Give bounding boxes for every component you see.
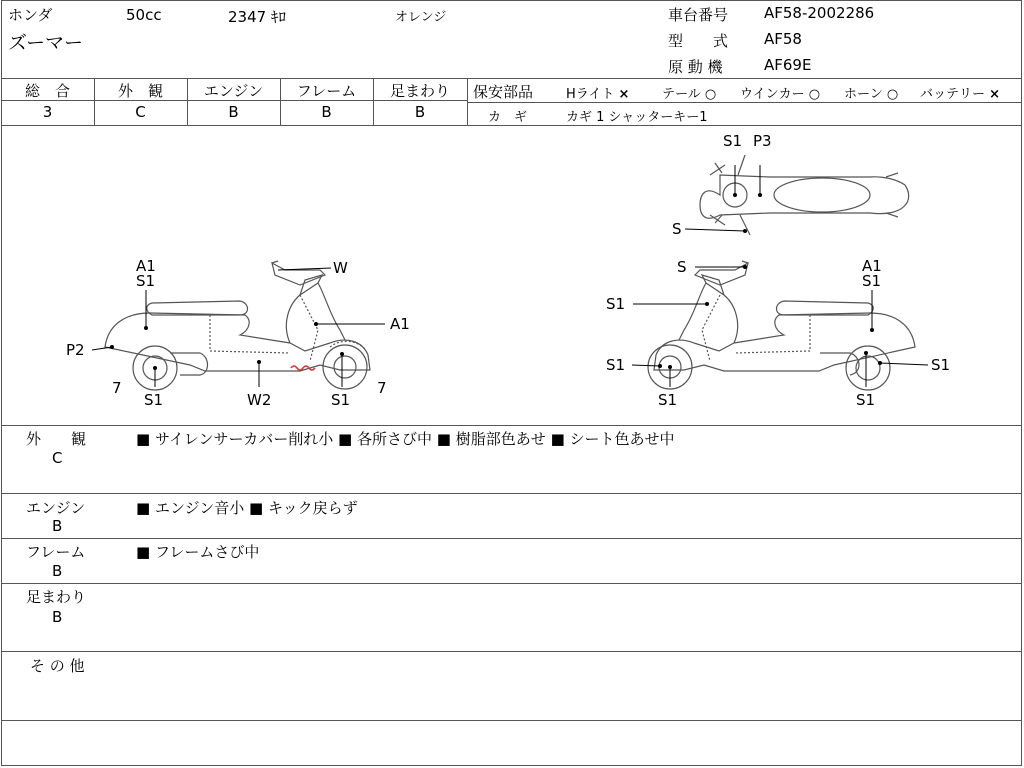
damage-label: P2 bbox=[66, 341, 85, 359]
damage-label: S1 bbox=[606, 295, 626, 313]
frame-no-value: AF58-2002286 bbox=[764, 4, 875, 22]
type-label: 型 式 bbox=[668, 32, 729, 50]
safety-title: 保安部品 bbox=[473, 83, 534, 101]
divider bbox=[467, 102, 1022, 103]
remark-notes-engine: ■ エンジン音小 ■ キック戻らず bbox=[136, 499, 358, 517]
remark-label-engine: エンジン bbox=[26, 499, 86, 517]
damage-label: P3 bbox=[753, 132, 772, 150]
damage-label: S1 bbox=[862, 272, 882, 290]
displacement-text: 50cc bbox=[126, 6, 162, 24]
grade-label-suspension: 足まわり bbox=[389, 82, 450, 100]
remark-grade-frame: B bbox=[52, 562, 63, 580]
damage-label: S1 bbox=[723, 132, 743, 150]
damage-label: S1 bbox=[606, 356, 626, 374]
key-value: カギ 1 シャッターキー1 bbox=[566, 110, 708, 125]
scooter-diagram bbox=[0, 125, 1024, 425]
damage-label: A1 bbox=[136, 257, 156, 275]
remark-grade-engine: B bbox=[52, 517, 63, 535]
damage-label: A1 bbox=[390, 315, 410, 333]
remark-label-frame: フレーム bbox=[26, 543, 86, 561]
divider bbox=[467, 78, 468, 125]
grade-label-exterior: 外 観 bbox=[117, 82, 163, 100]
grade-label-engine: エンジン bbox=[203, 82, 264, 100]
damage-label: W bbox=[333, 259, 348, 277]
safety-item-battery: バッテリー × bbox=[920, 87, 1001, 102]
remark-label-other: そ の 他 bbox=[30, 657, 85, 675]
damage-label: S1 bbox=[658, 391, 678, 409]
damage-label: S bbox=[677, 258, 687, 276]
damage-label: S1 bbox=[144, 391, 164, 409]
remark-label-exterior: 外 観 bbox=[26, 430, 87, 448]
engine-label: 原 動 機 bbox=[668, 58, 723, 76]
remark-notes-exterior: ■ サイレンサーカバー削れ小 ■ 各所さび中 ■ 樹脂部色あせ ■ シート色あせ中 bbox=[136, 430, 675, 448]
remark-label-suspension: 足まわり bbox=[26, 588, 87, 606]
safety-item-horn: ホーン ○ bbox=[844, 87, 899, 102]
grade-value-suspension: B bbox=[414, 103, 426, 121]
damage-label: S1 bbox=[856, 391, 876, 409]
safety-item-headlight: Hライト × bbox=[566, 87, 630, 102]
remark-grade-suspension: B bbox=[52, 608, 63, 626]
grade-value-frame: B bbox=[321, 103, 332, 121]
safety-item-winker: ウインカー ○ bbox=[740, 87, 821, 102]
damage-label: S1 bbox=[331, 391, 351, 409]
divider bbox=[1, 493, 1022, 494]
divider bbox=[1, 583, 1022, 584]
divider bbox=[1, 425, 1022, 426]
grade-value-overall: 3 bbox=[42, 103, 53, 121]
damage-label: A1 bbox=[862, 257, 882, 275]
frame-no-label: 車台番号 bbox=[668, 6, 729, 24]
grade-label-frame: フレーム bbox=[296, 82, 357, 100]
divider bbox=[1, 651, 1022, 652]
damage-label: S1 bbox=[136, 272, 156, 290]
key-label: カ ギ bbox=[488, 110, 528, 125]
grade-label-overall: 総 合 bbox=[24, 82, 70, 100]
grade-value-exterior: C bbox=[135, 103, 146, 121]
engine-value: AF69E bbox=[764, 56, 812, 74]
mileage-text: 2347 ｷﾛ bbox=[228, 8, 286, 26]
divider bbox=[1, 538, 1022, 539]
damage-label: W2 bbox=[247, 391, 272, 409]
divider bbox=[1, 720, 1022, 721]
remark-notes-frame: ■ フレームさび中 bbox=[136, 543, 260, 561]
grade-value-engine: B bbox=[228, 103, 239, 121]
model-name-text: ズーマー bbox=[8, 32, 84, 54]
color-text: オレンジ bbox=[395, 10, 447, 25]
damage-label: S1 bbox=[931, 356, 951, 374]
divider bbox=[1, 78, 1022, 79]
maker-text: ホンダ bbox=[8, 6, 53, 24]
scooter-top-view bbox=[700, 155, 909, 235]
damage-label: 7 bbox=[112, 379, 122, 397]
remark-grade-exterior: C bbox=[52, 449, 63, 467]
type-value: AF58 bbox=[764, 30, 802, 48]
damage-label: S bbox=[672, 220, 682, 238]
damage-label: 7 bbox=[377, 379, 387, 397]
safety-item-tail: テール ○ bbox=[662, 87, 717, 102]
